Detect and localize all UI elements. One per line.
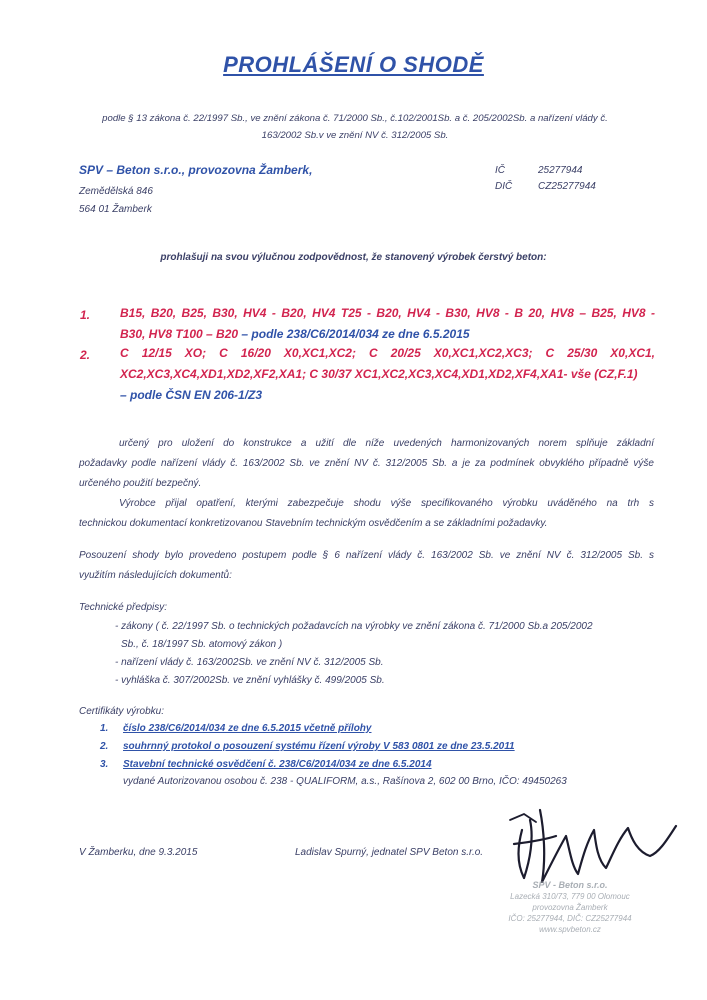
stamp-line: SPV - Beton s.r.o. (532, 880, 608, 890)
document-title: PROHLÁŠENÍ O SHODĚ (223, 52, 484, 77)
stamp-line: Lazecká 310/73, 779 00 Olomouc (510, 892, 630, 901)
company-street: Zemědělská 846 (79, 186, 153, 197)
paragraph-line: technickou dokumentací konkretizovanou Stavebním technickým osvědčením a se základními požadavky. (79, 518, 548, 529)
paragraph-intended-use-cont (79, 454, 654, 494)
paragraph-line: Posouzení shody bylo provedeno postupem podle § 6 nařízení vlády č. 163/2002 Sb. ve znění NV č. 312/2005 Sb. s (79, 550, 654, 561)
certificate-number: 2. (100, 741, 109, 752)
product-reference: – podle 238/C6/2014/034 ze dne 6.5.2015 (238, 327, 470, 341)
dic-value: CZ25277944 (538, 181, 596, 192)
ic-label: IČ (495, 165, 505, 176)
law-reference-line: 163/2002 Sb.v ve znění NV č. 312/2005 Sb. (261, 130, 449, 141)
paragraph-manufacturer (119, 494, 654, 514)
paragraph-conformity (79, 546, 654, 586)
technical-item: Sb., č. 18/1997 Sb. atomový zákon ) (121, 639, 283, 650)
company-name: SPV – Beton s.r.o., provozovna Žamberk, (79, 163, 313, 177)
company-city: 564 01 Žamberk (79, 204, 152, 215)
paragraph-line: požadavky podle nařízení vlády č. 163/2002 Sb. ve znění NV č. 312/2005 Sb. a je za podmínek obvyklého případně výše (79, 458, 654, 469)
product-item-2 (120, 343, 655, 406)
paragraph-line: určeného použití bezpečný. (79, 478, 202, 489)
stamp-line: www.spvbeton.cz (539, 925, 601, 934)
certificate-item: číslo 238/C6/2014/034 ze dne 6.5.2015 včetně přílohy (123, 723, 372, 734)
product-line: XC2,XC3,XC4,XD1,XD2,XF2,XA1; C 30/37 XC1,XC2,XC3,XC4,XD1,XD2,XF4,XA1- vše (CZ,F.1) (120, 367, 638, 381)
stamp-line: IČO: 25277944, DIČ: CZ25277944 (508, 914, 632, 923)
certificate-number: 1. (100, 723, 109, 734)
certificate-item: souhrnný protokol o posouzení systému řízení výroby V 583 0801 ze dne 23.5.2011 (123, 741, 515, 752)
technical-item: - zákony ( č. 22/1997 Sb. o technických požadavcích na výrobky ve znění zákona č. 71/2000 Sb.a 205/2002 (115, 621, 593, 632)
law-reference (70, 110, 640, 144)
certificates-heading: Certifikáty výrobku: (79, 706, 165, 717)
certificate-item: Stavební technické osvědčení č. 238/C6/2014/034 ze dne 6.5.2014 (123, 759, 432, 770)
certificate-number: 3. (100, 759, 109, 770)
signatory: Ladislav Spurný, jednatel SPV Beton s.r.o. (295, 847, 484, 858)
product-item-1 (120, 303, 655, 345)
company-stamp (490, 880, 650, 935)
product-grades: B30, HV8 T100 – B20 (120, 327, 239, 341)
product-line (120, 324, 655, 345)
declaration: prohlašuji na svou výlučnou zodpovědnost, že stanovený výrobek čerstvý beton: (160, 252, 547, 263)
dic-label: DIČ (495, 181, 513, 192)
place-date: V Žamberku, dne 9.3.2015 (79, 847, 198, 858)
certificate-issuer: vydané Autorizovanou osobou č. 238 - QUALIFORM, a.s., Rašínova 2, 602 00 Brno, IČO: 49450263 (123, 776, 567, 787)
law-reference-line: podle § 13 zákona č. 22/1997 Sb., ve znění zákona č. 71/2000 Sb., č.102/2001Sb. a č. 205/2002Sb. a nařízení vlády č. (102, 113, 608, 124)
technical-item: - vyhláška č. 307/2002Sb. ve znění vyhlášky č. 499/2005 Sb. (115, 675, 385, 686)
stamp-line: provozovna Žamberk (532, 903, 608, 912)
product-line: B15, B20, B25, B30, HV4 - B20, HV4 T25 - B20, HV4 - B30, HV8 - B 20, HV8 – B25, HV8 - (120, 306, 655, 320)
technical-list (115, 618, 655, 690)
paragraph-line: využitím následujících dokumentů: (79, 570, 232, 581)
product-line: C 12/15 XO; C 16/20 X0,XC1,XC2; C 20/25 X0,XC1,XC2,XC3; C 25/30 X0,XC1, (120, 346, 655, 360)
paragraph-intended-use (119, 434, 654, 454)
technical-item: - nařízení vlády č. 163/2002Sb. ve znění NV č. 312/2005 Sb. (115, 657, 384, 668)
ic-value: 25277944 (538, 165, 583, 176)
product-number: 1. (80, 308, 91, 322)
paragraph-line: Výrobce přijal opatření, kterými zabezpečuje shodu výše specifikovaného výrobku uváděného na trh s (119, 498, 654, 509)
technical-heading: Technické předpisy: (79, 602, 168, 613)
product-reference: – podle ČSN EN 206-1/Z3 (120, 388, 263, 402)
paragraph-line: určený pro uložení do konstrukce a užití dle níže uvedených harmonizovaných norem splňuje základní (119, 438, 654, 449)
paragraph-manufacturer-cont (79, 514, 654, 534)
product-number: 2. (80, 348, 91, 362)
